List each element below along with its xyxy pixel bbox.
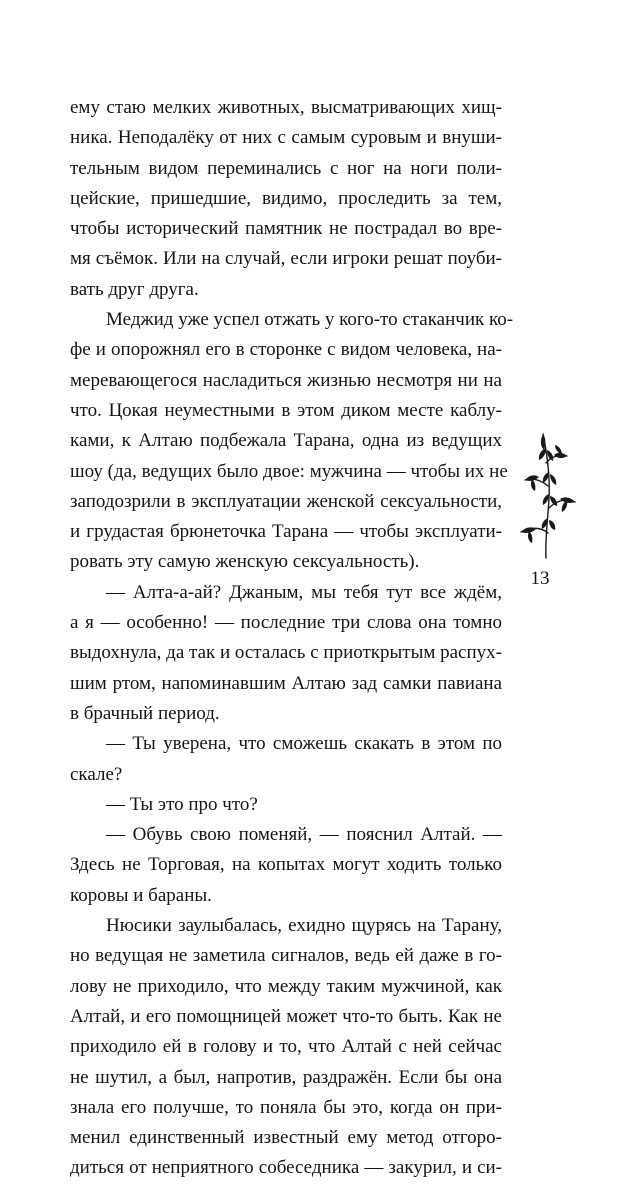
text-line: Алтай, и его помощницей может что-то быть. Как не: [70, 1005, 502, 1027]
text-line: шоу (да, ведущих было двое: мужчина — чтобы их не: [70, 460, 508, 482]
text-line: чтобы исторический памятник не пострадал во вре-: [70, 218, 502, 240]
text-line: диться от неприятного собеседника — закурил, и си-: [70, 1157, 502, 1179]
text-line: ровать эту самую женскую сексуальность).: [70, 551, 420, 573]
text-line: заподозрили в эксплуатации женской сексуальности,: [70, 490, 502, 512]
text-line: а я — особенно! — последние три слова она томно: [70, 612, 502, 634]
text-line: и грудастая брюнеточка Тарана — чтобы эксплуати-: [70, 521, 502, 543]
text-line: Меджид уже успел отжать у кого-то стаканчик ко-: [106, 309, 514, 331]
text-line: — Обувь свою поменяй, — пояснил Алтай. —: [106, 824, 502, 846]
text-line: шим ртом, напоминавшим Алтаю зад самки павиана: [70, 672, 502, 694]
text-line: меревающегося насладиться жизнью несмотря ни на: [70, 369, 502, 391]
text-line: менил единственный известный ему метод отгоро-: [70, 1127, 502, 1149]
text-line: Нюсики заулыбалась, ехидно щурясь на Тарану,: [106, 915, 502, 937]
text-line: ника. Неподалёку от них с самым суровым и внуши-: [70, 127, 502, 149]
leafy-branch-icon: [515, 428, 579, 560]
text-line: что. Цокая неуместными в этом диком месте каблу-: [70, 399, 502, 421]
text-line: тельным видом переминались с ног на ноги поли-: [70, 157, 502, 179]
text-line: — Алта-а-ай? Джаным, мы тебя тут все ждём,: [106, 581, 502, 603]
text-line: — Ты это про что?: [106, 793, 258, 815]
text-line: приходило ей в голову и то, что Алтай с ней сейчас: [70, 1036, 502, 1058]
text-line: — Ты уверена, что сможешь скакать в этом по: [106, 733, 502, 755]
text-line: вать друг друга.: [70, 278, 199, 300]
page-number: 13: [530, 568, 550, 589]
text-line: скале?: [70, 763, 123, 785]
text-line: лову не приходило, что между таким мужчиной, как: [70, 975, 502, 997]
text-line: но ведущая не заметила сигналов, ведь ей даже в го-: [70, 945, 502, 967]
text-line: в брачный период.: [70, 702, 220, 724]
text-line: мя съёмок. Или на случай, если игроки решат поуби-: [70, 248, 502, 270]
text-line: фе и опорожнял его в сторонке с видом человека, на-: [70, 339, 502, 361]
text-line: цейские, пришедшие, видимо, проследить за тем,: [70, 187, 502, 209]
body-text: [70, 93, 514, 1184]
text-line: коровы и бараны.: [70, 884, 212, 906]
text-line: Здесь не Торговая, на копытах могут ходить только: [70, 854, 502, 876]
text-line: ему стаю мелких животных, высматривающих хищ-: [70, 97, 502, 118]
text-line: знала его получше, то поняла бы это, когда он при-: [70, 1096, 502, 1118]
text-line: выдохнула, да так и осталась с приоткрытым распух-: [70, 642, 502, 664]
text-line: не шутил, а был, напротив, раздражён. Если бы она: [70, 1066, 502, 1088]
text-line: ками, к Алтаю подбежала Тарана, одна из ведущих: [70, 430, 502, 452]
